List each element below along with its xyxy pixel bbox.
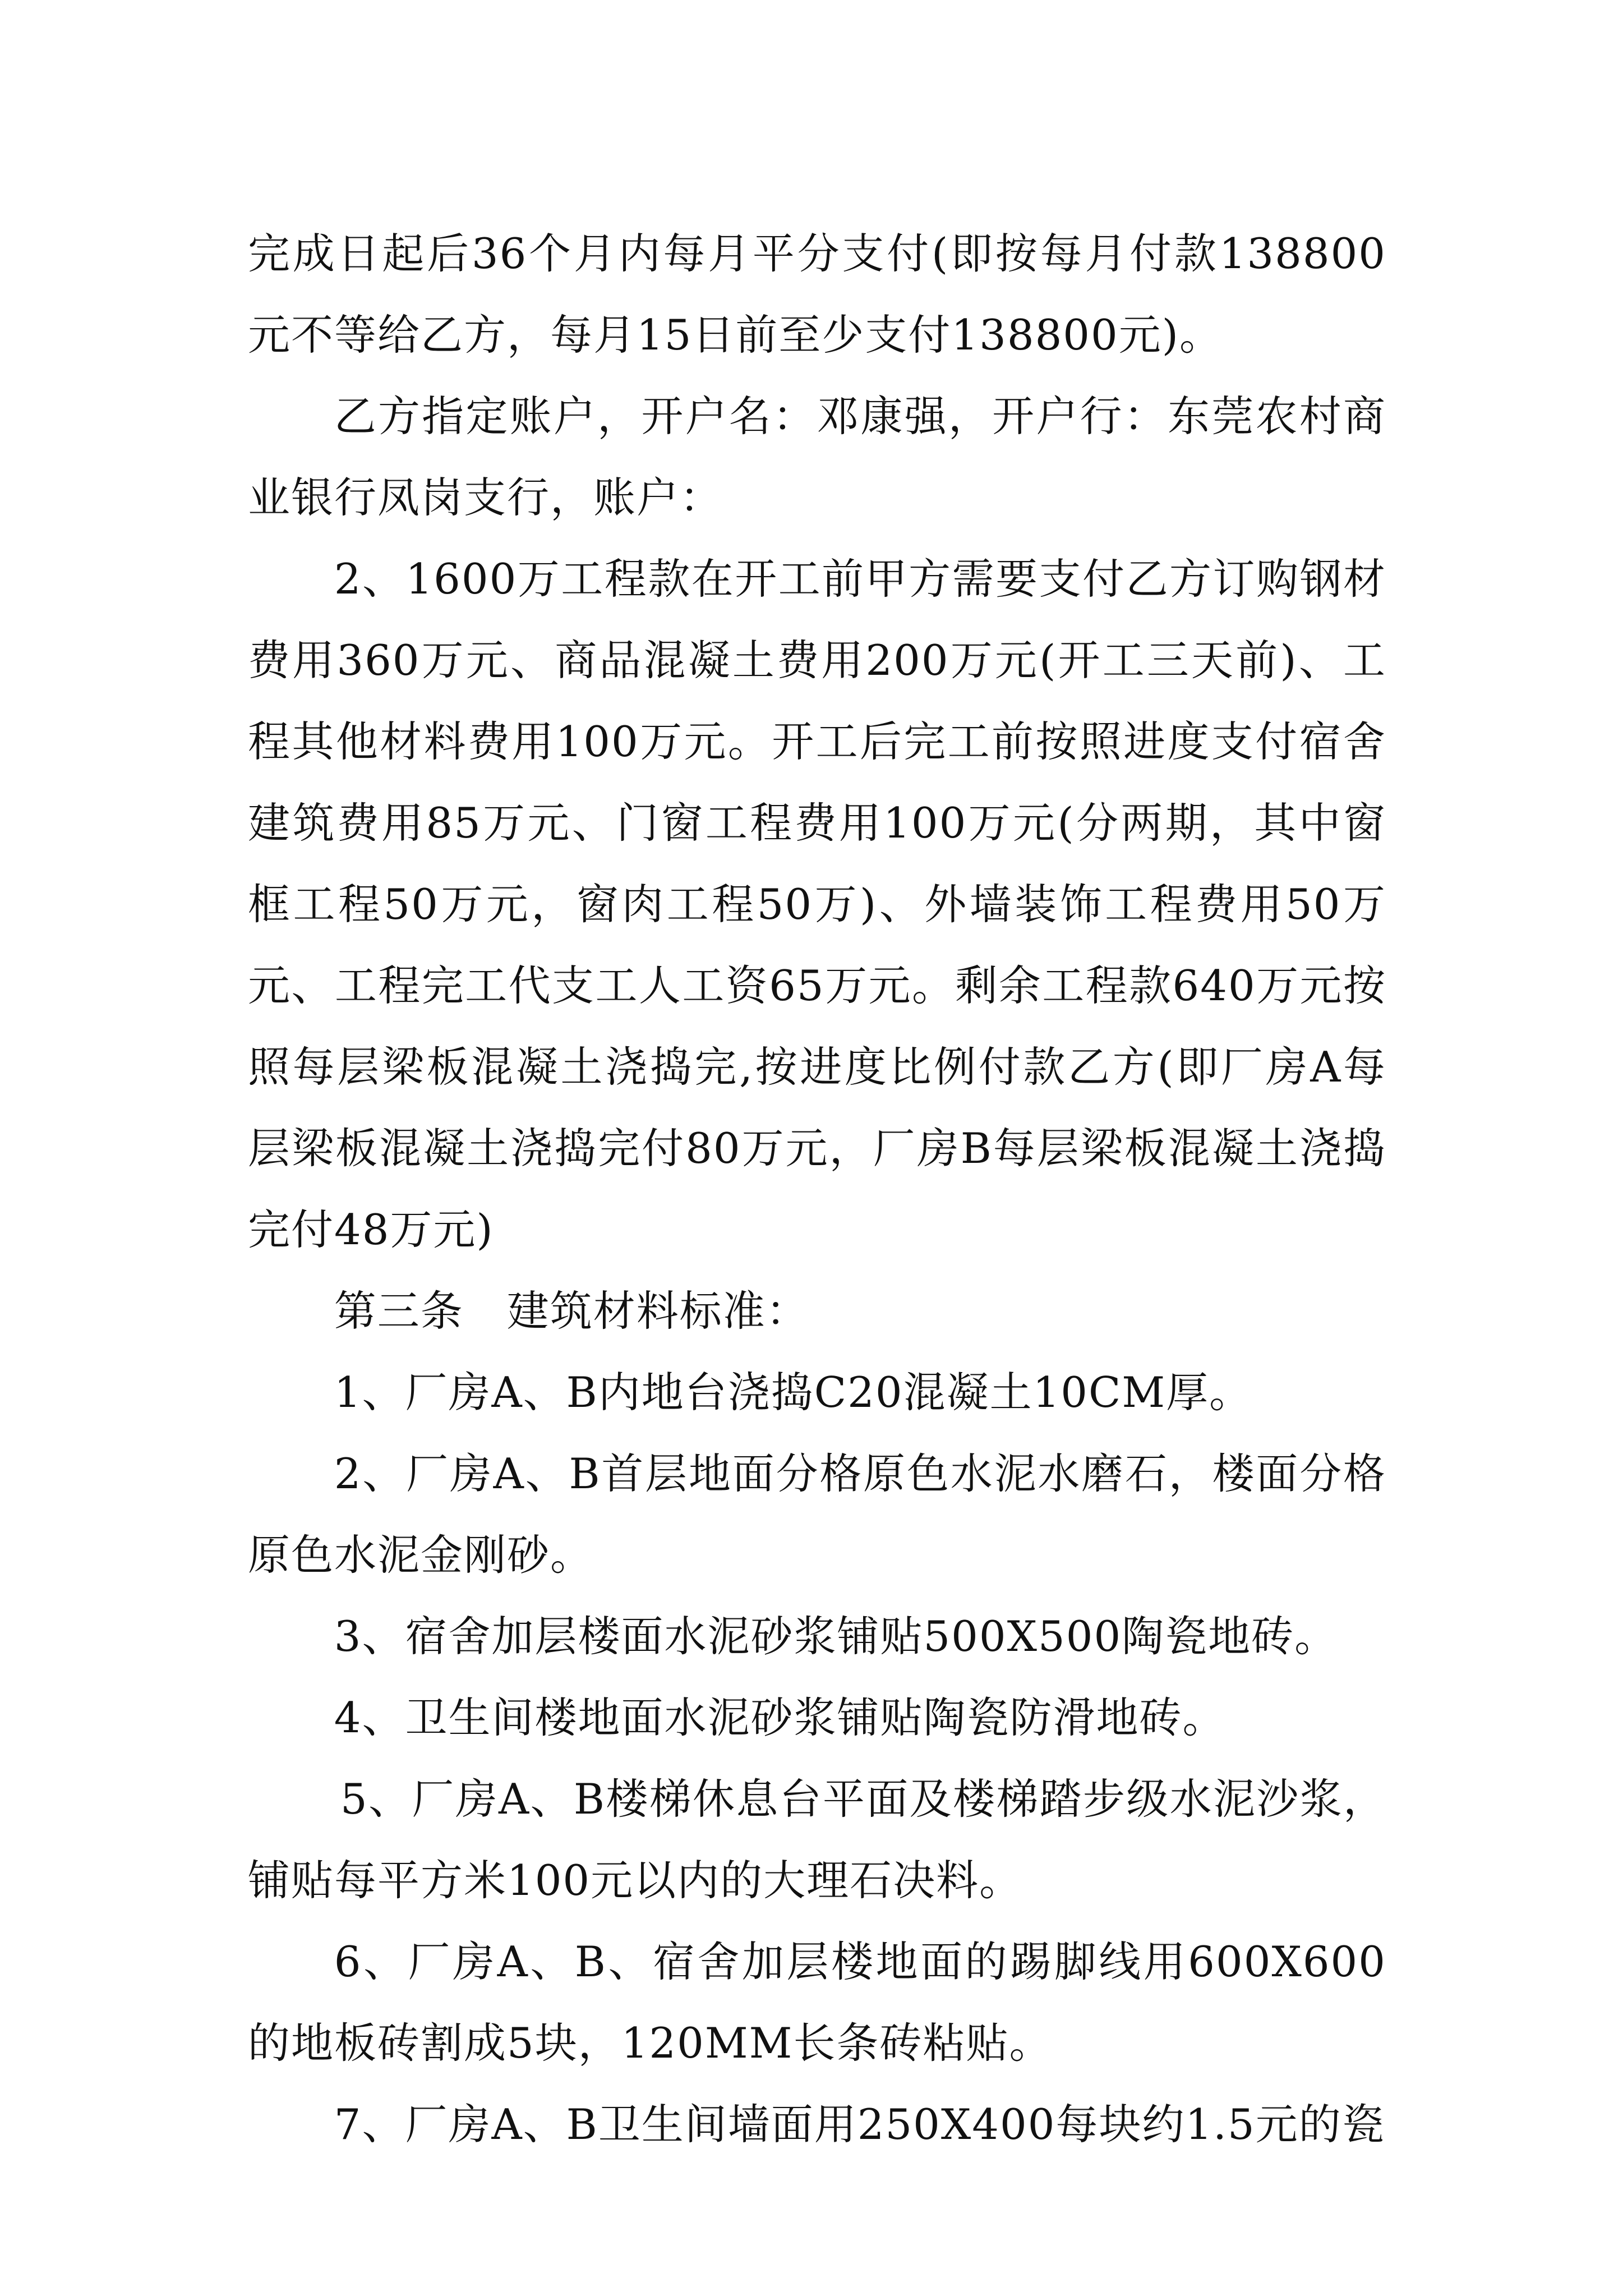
paragraph-payment-schedule-continued: 完成日起后36个月内每月平分支付(即按每月付款138800元不等给乙方，每月15日前至少支付138800元)。 — [248, 229, 1386, 360]
article-3-heading: 第三条 建筑材料标准： — [334, 1286, 809, 1336]
standard-item-3: 3、宿舍加层楼面水泥砂浆铺贴500X500陶瓷地砖。 — [334, 1612, 1338, 1661]
standard-item-1: 1、厂房A、B内地台浇捣C20混凝土10CM厚。 — [334, 1368, 1253, 1417]
paragraph-clause-2-payment: 2、1600万工程款在开工前甲方需要支付乙方订购钢材费用360万元、商品混凝土费用200万元(开工三天前)、工程其他材料费用100万元。开工后完工前按照进度支付宿舍建筑费用85万元、门窗工程费用100万元(分两期，其中窗框工程50万元，窗肉工程50万)、外墙装饰工程费用50万元、工程完工代支工人工资65万元。剩余工程款640万元按照每层梁板混凝土浇捣完,按进度比例付款乙方(即厂房A每层梁板混凝土浇捣完付80万元，厂房B每层梁板混凝土浇捣完付48万元) — [248, 554, 1386, 1254]
standard-item-5: 5、厂房A、B楼梯休息台平面及楼梯踏步级水泥沙浆，铺贴每平方米100元以内的大理石决料。 — [248, 1774, 1386, 1905]
paragraph-account-info: 乙方指定账户，开户名：邓康强，开户行：东莞农村商业银行凤岗支行，账户： — [248, 392, 1386, 522]
standard-item-4: 4、卫生间楼地面水泥砂浆铺贴陶瓷防滑地砖。 — [334, 1693, 1226, 1742]
standard-item-6: 6、厂房A、B、宿舍加层楼地面的踢脚线用600X600的地板砖割成5块，120MM长条砖粘贴。 — [248, 1937, 1386, 2068]
standard-item-7: 7、厂房A、B卫生间墙面用250X400每块约1.5元的瓷 — [334, 2100, 1385, 2149]
standard-item-2: 2、厂房A、B首层地面分格原色水泥水磨石，楼面分格原色水泥金刚砂。 — [248, 1449, 1386, 1580]
document-page — [248, 213, 1386, 2165]
